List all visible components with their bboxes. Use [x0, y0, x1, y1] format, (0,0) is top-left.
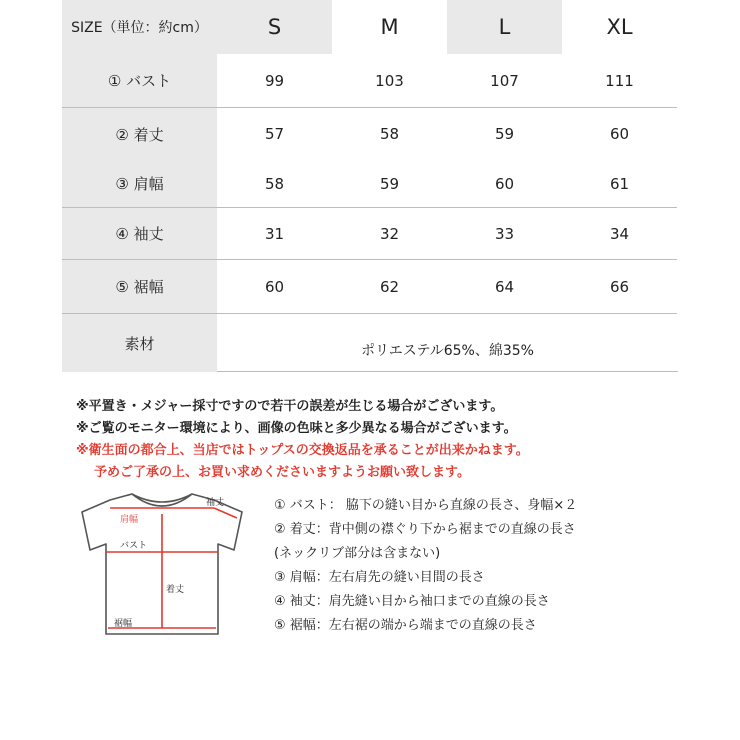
row-label-sleeve: ④ 袖丈 — [62, 208, 217, 260]
cell-shoulder-s: 58 — [217, 160, 332, 208]
table-row-bust — [62, 54, 678, 108]
measure-length: ② 着丈：背中側の襟ぐり下から裾までの直線の長さ — [274, 522, 576, 537]
cell-hem-xl: 66 — [562, 260, 677, 314]
cell-length-l: 59 — [494, 125, 515, 143]
cell-bust-l: 107 — [447, 54, 562, 108]
cell-length-xl: 60 — [609, 125, 630, 143]
cell-sleeve-m: 32 — [332, 208, 447, 260]
size-s-header: S — [217, 0, 332, 54]
measure-bust: ① バスト： 脇下の縫い目から直線の長さ、身幅×２ — [274, 498, 578, 513]
cell-hem-l: 64 — [447, 260, 562, 314]
diagram-label-bust: バスト — [120, 541, 148, 551]
cell-sleeve-xl: 34 — [562, 208, 677, 260]
table-header-row — [62, 0, 678, 54]
note-monitor: ※ご覧のモニター環境により、画像の色味と多少異なる場合がございます。 — [76, 421, 517, 436]
cell-length-m: 58 — [379, 125, 400, 143]
diagram-label-length: 着丈 — [166, 585, 185, 595]
row-label-shoulder: ③ 肩幅 — [62, 160, 217, 208]
row-label-length: ② 着丈 — [62, 108, 217, 160]
size-header-label: SIZE（単位：約cm） — [62, 0, 217, 54]
cell-shoulder-xl: 61 — [562, 160, 677, 208]
size-xl-header: XL — [606, 15, 633, 39]
size-l-header: L — [447, 0, 562, 54]
cell-shoulder-l: 60 — [447, 160, 562, 208]
row-label-bust: ① バスト — [62, 54, 217, 108]
size-m-header: M — [380, 15, 399, 39]
cell-sleeve-s: 31 — [217, 208, 332, 260]
notes — [76, 396, 696, 484]
cell-sleeve-l: 33 — [447, 208, 562, 260]
measure-hem: ⑤ 裾幅：左右裾の端から端までの直線の長さ — [274, 618, 537, 633]
row-label-hem: ⑤ 裾幅 — [62, 260, 217, 314]
cell-hem-m: 62 — [332, 260, 447, 314]
diagram-label-sleeve: 袖丈 — [206, 498, 225, 508]
cell-bust-m: 103 — [332, 54, 447, 108]
cell-bust-xl: 111 — [562, 54, 677, 108]
material-value: ポリエステル65%、綿35% — [217, 314, 678, 372]
size-table — [62, 0, 678, 372]
note-no-return: ※衛生面の都合上、当店ではトップスの交換返品を承ることが出来かねます。 — [76, 443, 529, 458]
measure-length-note: (ネックリブ部分は含まない) — [274, 546, 441, 561]
measure-shoulder: ③ 肩幅：左右肩先の縫い目間の長さ — [274, 570, 485, 585]
tshirt-diagram — [72, 488, 252, 648]
table-row-length — [62, 108, 678, 160]
note-measurement: ※平置き・メジャー採寸ですので若干の誤差が生じる場合がございます。 — [76, 399, 504, 414]
row-label-material: 素材 — [62, 314, 217, 372]
cell-length-s: 57 — [264, 125, 285, 143]
diagram-label-shoulder: 肩幅 — [120, 515, 139, 525]
cell-bust-s: 99 — [217, 54, 332, 108]
diagram-label-hem: 裾幅 — [114, 619, 133, 629]
sleeve-line — [214, 508, 237, 518]
cell-shoulder-m: 59 — [332, 160, 447, 208]
measure-sleeve: ④ 袖丈：肩先縫い目から袖口までの直線の長さ — [274, 594, 550, 609]
cell-hem-s: 60 — [217, 260, 332, 314]
note-acknowledge: 予めご了承の上、お買い求めくださいますようお願い致します。 — [94, 465, 470, 480]
table-row-shoulder — [62, 160, 678, 208]
table-row-material — [62, 314, 678, 372]
table-row-sleeve — [62, 208, 678, 260]
table-row-hem — [62, 260, 678, 314]
measurement-descriptions — [274, 494, 714, 638]
